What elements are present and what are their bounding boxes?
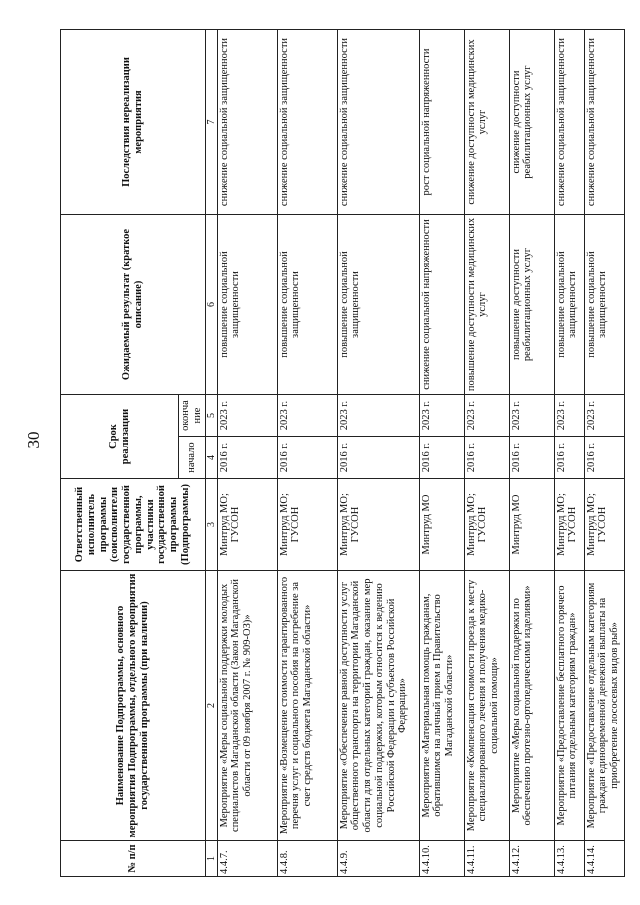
table-row [464,30,509,877]
header-name: Наименование Подпрограммы, основного мероприятия Подпрограммы, отдельного мероприятия государственной программы (при наличии) [61,571,206,841]
row-end: 2023 г. [584,395,624,437]
row-id: 4.4.14. [584,841,624,877]
row-start: 2016 г. [464,437,509,479]
row-consequences: рост социальной напряженности [419,30,464,215]
table-row [419,30,464,877]
column-number: 7 [205,30,217,215]
row-start: 2016 г. [554,437,584,479]
column-number: 2 [205,571,217,841]
row-end: 2023 г. [277,395,337,437]
column-number: 1 [205,841,217,877]
table-row [584,30,624,877]
header-num: № п/п [61,841,206,877]
row-start: 2016 г. [509,437,554,479]
row-end: 2023 г. [509,395,554,437]
row-name: Мероприятие «Возмещение стоимости гарантированного перечня услуг и социального пособия на погребение за счет средств бюджета Магаданской области» [277,571,337,841]
row-result: повышение социальной защищенности [337,215,419,395]
row-executor: Минтруд МО; ГУСОН [337,479,419,571]
row-result: повышение социальной защищенности [584,215,624,395]
column-number-row [205,30,217,877]
row-end: 2023 г. [554,395,584,437]
row-consequences: снижение социальной защищенности [554,30,584,215]
row-consequences: снижение социальной защищенности [584,30,624,215]
row-result: повышение социальной защищенности [554,215,584,395]
row-start: 2016 г. [337,437,419,479]
column-number: 5 [205,395,217,437]
header-executor: Ответственный исполнитель программы (соисполнители государственной программы, участники государственной программы (Подпрограммы) [61,479,206,571]
row-executor: Минтруд МО [419,479,464,571]
program-measures-table [60,29,625,877]
landscape-page [60,30,621,877]
row-start: 2016 г. [217,437,277,479]
row-executor: Минтруд МО; ГУСОН [217,479,277,571]
row-name: Мероприятие «Меры социальной поддержки по обеспечению протезно-ортопедическими изделиями» [509,571,554,841]
row-id: 4.4.9. [337,841,419,877]
row-result: повышение доступности реабилитационных услуг [509,215,554,395]
row-end: 2023 г. [419,395,464,437]
header-consequences: Последствия нереализации мероприятия [61,30,206,215]
row-id: 4.4.13. [554,841,584,877]
rotated-table-area [60,30,621,877]
row-executor: Минтруд МО; ГУСОН [554,479,584,571]
row-result: снижение социальной напряженности [419,215,464,395]
row-name: Мероприятие «Обеспечение равной доступности услуг общественного транспорта на территории Магаданской области для отдельных категорий граждан, оказание мер социальной поддержки, которым относится к ведению Российской Федерации и субъектов Российской Федерации» [337,571,419,841]
table-row [554,30,584,877]
column-number: 4 [205,437,217,479]
row-result: повышение социальной защищенности [217,215,277,395]
row-consequences: снижение социальной защищенности [217,30,277,215]
table-row [509,30,554,877]
row-end: 2023 г. [337,395,419,437]
row-consequences: снижение социальной защищенности [337,30,419,215]
table-row [277,30,337,877]
row-executor: Минтруд МО; ГУСОН [584,479,624,571]
table-row [337,30,419,877]
row-start: 2016 г. [419,437,464,479]
row-start: 2016 г. [584,437,624,479]
row-consequences: снижение доступности медицинских услуг [464,30,509,215]
row-name: Мероприятие «Предоставление бесплатного горячего питания отдельным категориям граждан» [554,571,584,841]
row-name: Мероприятие «Предоставление отдельным категориям граждан единовременной денежной выплаты на приобретение лососевых видов рыб» [584,571,624,841]
header-row [61,30,179,877]
row-executor: Минтруд МО [509,479,554,571]
header-term-start: начало [179,437,206,479]
row-name: Мероприятие «Материальная помощь гражданам, обратившимся на личный прием в Правительство Магаданской области» [419,571,464,841]
page-number: 30 [24,431,43,449]
row-consequences: снижение доступности реабилитационных услуг [509,30,554,215]
row-id: 4.4.7. [217,841,277,877]
column-number: 3 [205,479,217,571]
row-result: повышение социальной защищенности [277,215,337,395]
row-start: 2016 г. [277,437,337,479]
row-result: повышение доступности медицинских услуг [464,215,509,395]
row-consequences: снижение социальной защищенности [277,30,337,215]
row-executor: Минтруд МО; ГУСОН [464,479,509,571]
row-name: Мероприятие «Компенсация стоимости проезда к месту специализированного лечения и получения медико-социальной помощи» [464,571,509,841]
header-term-end: оконча ние [179,395,206,437]
row-id: 4.4.10. [419,841,464,877]
header-result: Ожидаемый результат (краткое описание) [61,215,206,395]
row-end: 2023 г. [464,395,509,437]
row-executor: Минтруд МО; ГУСОН [277,479,337,571]
row-name: Мероприятие «Меры социальной поддержки молодых специалистов Магаданской области (Закон Магаданской области от 09 ноября 2007 г. № 909-ОЗ)» [217,571,277,841]
row-id: 4.4.8. [277,841,337,877]
row-id: 4.4.11. [464,841,509,877]
row-id: 4.4.12. [509,841,554,877]
row-end: 2023 г. [217,395,277,437]
header-term: Срок реализации [61,395,179,479]
column-number: 6 [205,215,217,395]
table-row [217,30,277,877]
